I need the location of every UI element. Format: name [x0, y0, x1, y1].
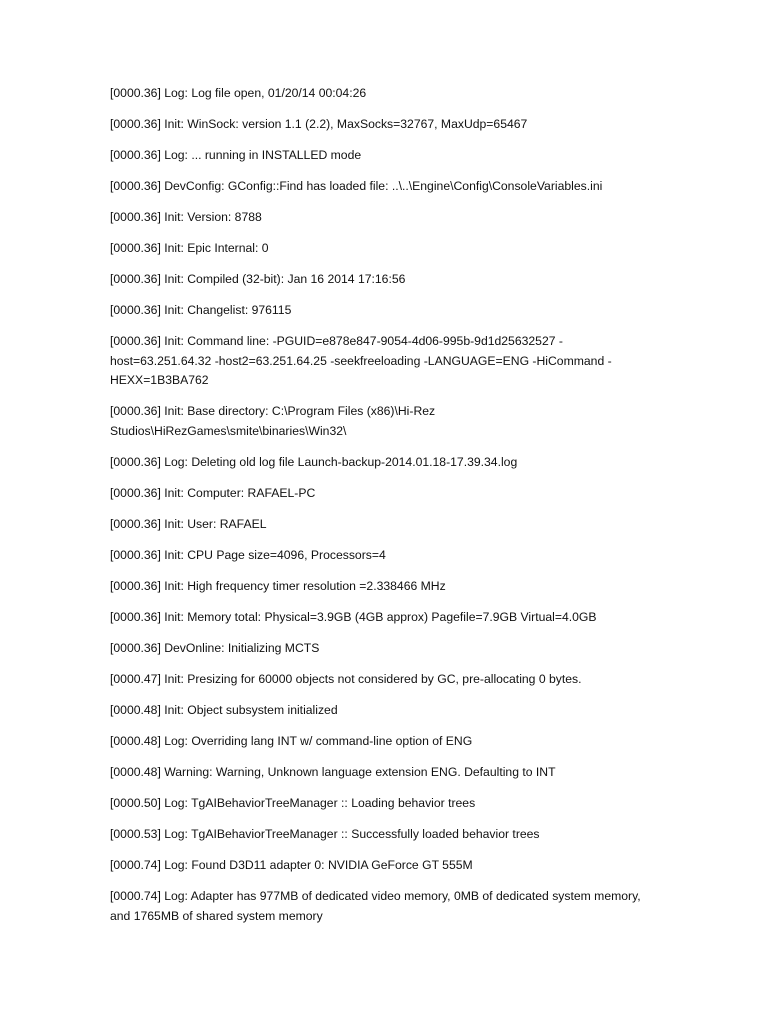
log-line: [0000.48] Log: Overriding lang INT w/ command-line option of ENG	[110, 734, 473, 749]
log-line: [0000.36] Init: Command line: -PGUID=e878e847-9054-4d06-995b-9d1d25632527 -host=63.251.64.32 -host2=63.251.64.25 -seekfreeloading -LANGUAGE=ENG -HiCommand -HEXX=1B3BA762	[110, 333, 612, 388]
log-line: [0000.36] Log: Deleting old log file Launch-backup-2014.01.18-17.39.34.log	[110, 455, 518, 470]
log-line: [0000.36] Init: Epic Internal: 0	[110, 240, 269, 255]
log-line: [0000.50] Log: TgAIBehaviorTreeManager :: Loading behavior trees	[110, 796, 476, 811]
log-line: [0000.36] Init: Version: 8788	[110, 209, 262, 224]
log-line: [0000.47] Init: Presizing for 60000 objects not considered by GC, pre-allocating 0 bytes.	[110, 672, 582, 687]
log-line: [0000.36] Init: High frequency timer resolution =2.338466 MHz	[110, 579, 446, 594]
log-line: [0000.36] Init: Base directory: C:\Program Files (x86)\Hi-Rez Studios\HiRezGames\smite\binaries\Win32\	[110, 404, 436, 439]
log-line: [0000.74] Log: Found D3D11 adapter 0: NVIDIA GeForce GT 555M	[110, 858, 473, 873]
log-line: [0000.74] Log: Adapter has 977MB of dedicated video memory, 0MB of dedicated system memory, and 1765MB of shared system memory	[110, 889, 641, 923]
log-line: [0000.36] Init: Changelist: 976115	[110, 302, 292, 317]
log-line: [0000.48] Warning: Warning, Unknown language extension ENG. Defaulting to INT	[110, 765, 556, 780]
log-line: [0000.36] Init: WinSock: version 1.1 (2.2), MaxSocks=32767, MaxUdp=65467	[110, 116, 528, 131]
log-line: [0000.48] Init: Object subsystem initialized	[110, 703, 338, 718]
log-line: [0000.36] Init: CPU Page size=4096, Processors=4	[110, 548, 386, 563]
log-lines	[110, 84, 650, 938]
log-line: [0000.36] Log: ... running in INSTALLED mode	[110, 147, 362, 162]
log-line: [0000.53] Log: TgAIBehaviorTreeManager :: Successfully loaded behavior trees	[110, 827, 540, 842]
log-line: [0000.36] Init: Memory total: Physical=3.9GB (4GB approx) Pagefile=7.9GB Virtual=4.0GB	[110, 610, 597, 625]
log-line: [0000.36] Init: Computer: RAFAEL-PC	[110, 486, 316, 501]
log-line: [0000.36] DevOnline: Initializing MCTS	[110, 641, 320, 656]
log-line: [0000.36] Init: User: RAFAEL	[110, 517, 267, 532]
log-line: [0000.36] DevConfig: GConfig::Find has loaded file: ..\..\Engine\Config\ConsoleVariables.ini	[110, 178, 603, 193]
log-line: [0000.36] Log: Log file open, 01/20/14 00:04:26	[110, 86, 367, 100]
log-line: [0000.36] Init: Compiled (32-bit): Jan 16 2014 17:16:56	[110, 271, 406, 286]
